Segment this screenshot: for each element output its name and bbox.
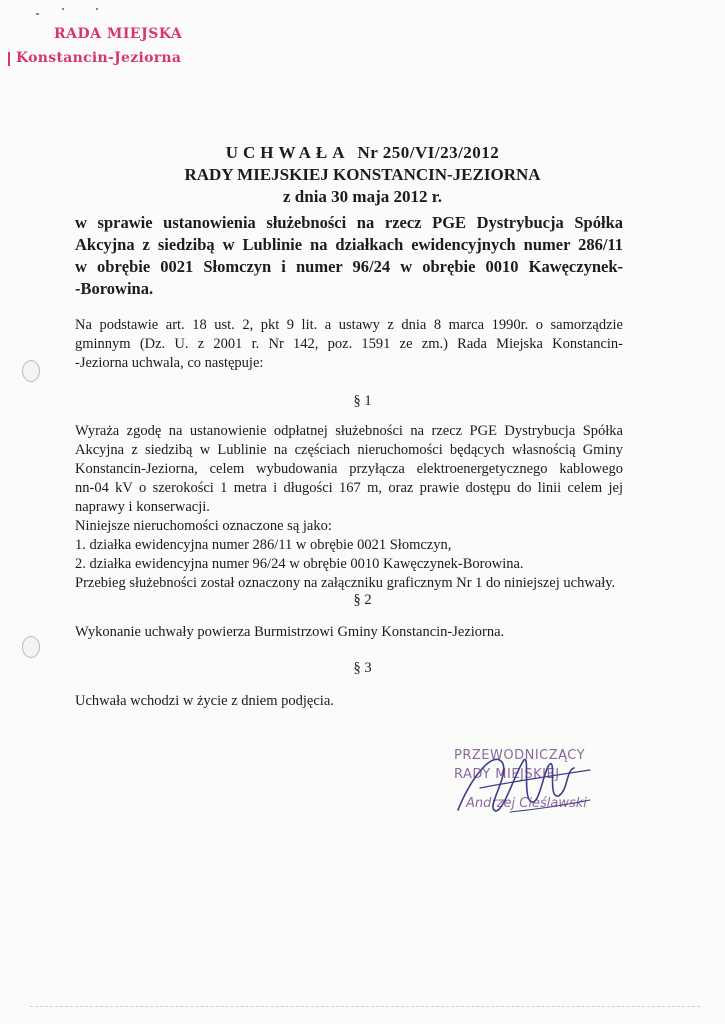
- stamp-line-1: RADA MIEJSKA: [54, 26, 183, 42]
- resolution-date: z dnia 30 maja 2012 r.: [283, 187, 442, 206]
- section-3-text: Uchwała wchodzi w życie z dniem podjęcia.: [75, 693, 334, 709]
- section-1-label: § 1: [353, 393, 372, 409]
- section-1-line: Przebieg służebności został oznaczony na załączniku graficznym Nr 1 do niniejszej uchwały.: [75, 575, 616, 591]
- stamp-line-2: Konstancin-Jeziorna: [16, 50, 182, 66]
- punch-hole: [22, 360, 40, 382]
- section-1-line: Akcyjna z siedzibą w Lublinie na częściach nieruchomości będących własnością Gminy: [75, 442, 623, 458]
- section-1-line: naprawy i konserwacji.: [75, 499, 210, 515]
- section-2-label: § 2: [353, 592, 372, 608]
- section-1-line: nn-04 kV o szerokości 1 metra i długości 167 m, oraz prawie dostępu do linii celem jej: [75, 480, 623, 496]
- resolution-word: UCHWAŁA: [225, 143, 350, 162]
- resolution-number: Nr 250/VI/23/2012: [357, 143, 500, 162]
- resolution-subject: [75, 212, 623, 300]
- section-3-label: § 3: [353, 660, 372, 676]
- section-1-line: Wyraża zgodę na ustanowienie odpłatnej służebności na rzecz PGE Dystrybucja Spółka: [75, 423, 623, 439]
- subject-line: -Borowina.: [75, 279, 154, 298]
- section-1-line: 1. działka ewidencyjna numer 286/11 w obrębie 0021 Słomczyn,: [75, 537, 452, 553]
- legal-basis: [75, 316, 623, 373]
- chairman-signature-stamp: [440, 740, 610, 830]
- subject-line: w sprawie ustanowienia służebności na rzecz PGE Dystrybucja Spółka: [75, 213, 623, 232]
- scan-speck: [36, 13, 39, 15]
- signature-stamp-name: Andrzej Cieślawski: [466, 796, 587, 811]
- section-2-text: Wykonanie uchwały powierza Burmistrzowi Gminy Konstancin-Jeziorna.: [75, 624, 505, 640]
- section-1-line: Konstancin-Jeziorna, celem wybudowania przyłącza elektroenergetycznego kablowego: [75, 461, 623, 477]
- stamp-mark: [8, 52, 10, 66]
- scan-speck: [96, 8, 98, 10]
- subject-line: Akcyjna z siedzibą w Lublinie na działkach ewidencyjnych numer 286/11: [75, 235, 623, 254]
- scan-speck: [62, 8, 64, 10]
- section-1-text: [75, 422, 623, 593]
- punch-hole: [22, 636, 40, 658]
- basis-line: gminnym (Dz. U. z 2001 r. Nr 142, poz. 1591 ze zm.) Rada Miejska Konstancin-: [75, 336, 623, 352]
- resolution-title: [0, 142, 725, 164]
- signature-stamp-line-2: RADY MIEJSKIEJ: [454, 767, 560, 782]
- handwritten-signature: [440, 740, 610, 830]
- document-header: [0, 142, 725, 208]
- section-1-line: 2. działka ewidencyjna numer 96/24 w obrębie 0010 Kawęczynek-Borowina.: [75, 556, 524, 572]
- page-bottom-rule: [30, 1006, 700, 1007]
- issuer: RADY MIEJSKIEJ KONSTANCIN-JEZIORNA: [184, 165, 541, 184]
- signature-stamp-line-1: PRZEWODNICZĄCY: [454, 748, 586, 763]
- basis-line: -Jeziorna uchwala, co następuje:: [75, 355, 264, 371]
- basis-line: Na podstawie art. 18 ust. 2, pkt 9 lit. a ustawy z dnia 8 marca 1990r. o samorządzie: [75, 317, 623, 333]
- section-1-line: Niniejsze nieruchomości oznaczone są jako:: [75, 518, 332, 534]
- subject-line: w obrębie 0021 Słomczyn i numer 96/24 w obrębie 0010 Kawęczynek-: [75, 257, 623, 276]
